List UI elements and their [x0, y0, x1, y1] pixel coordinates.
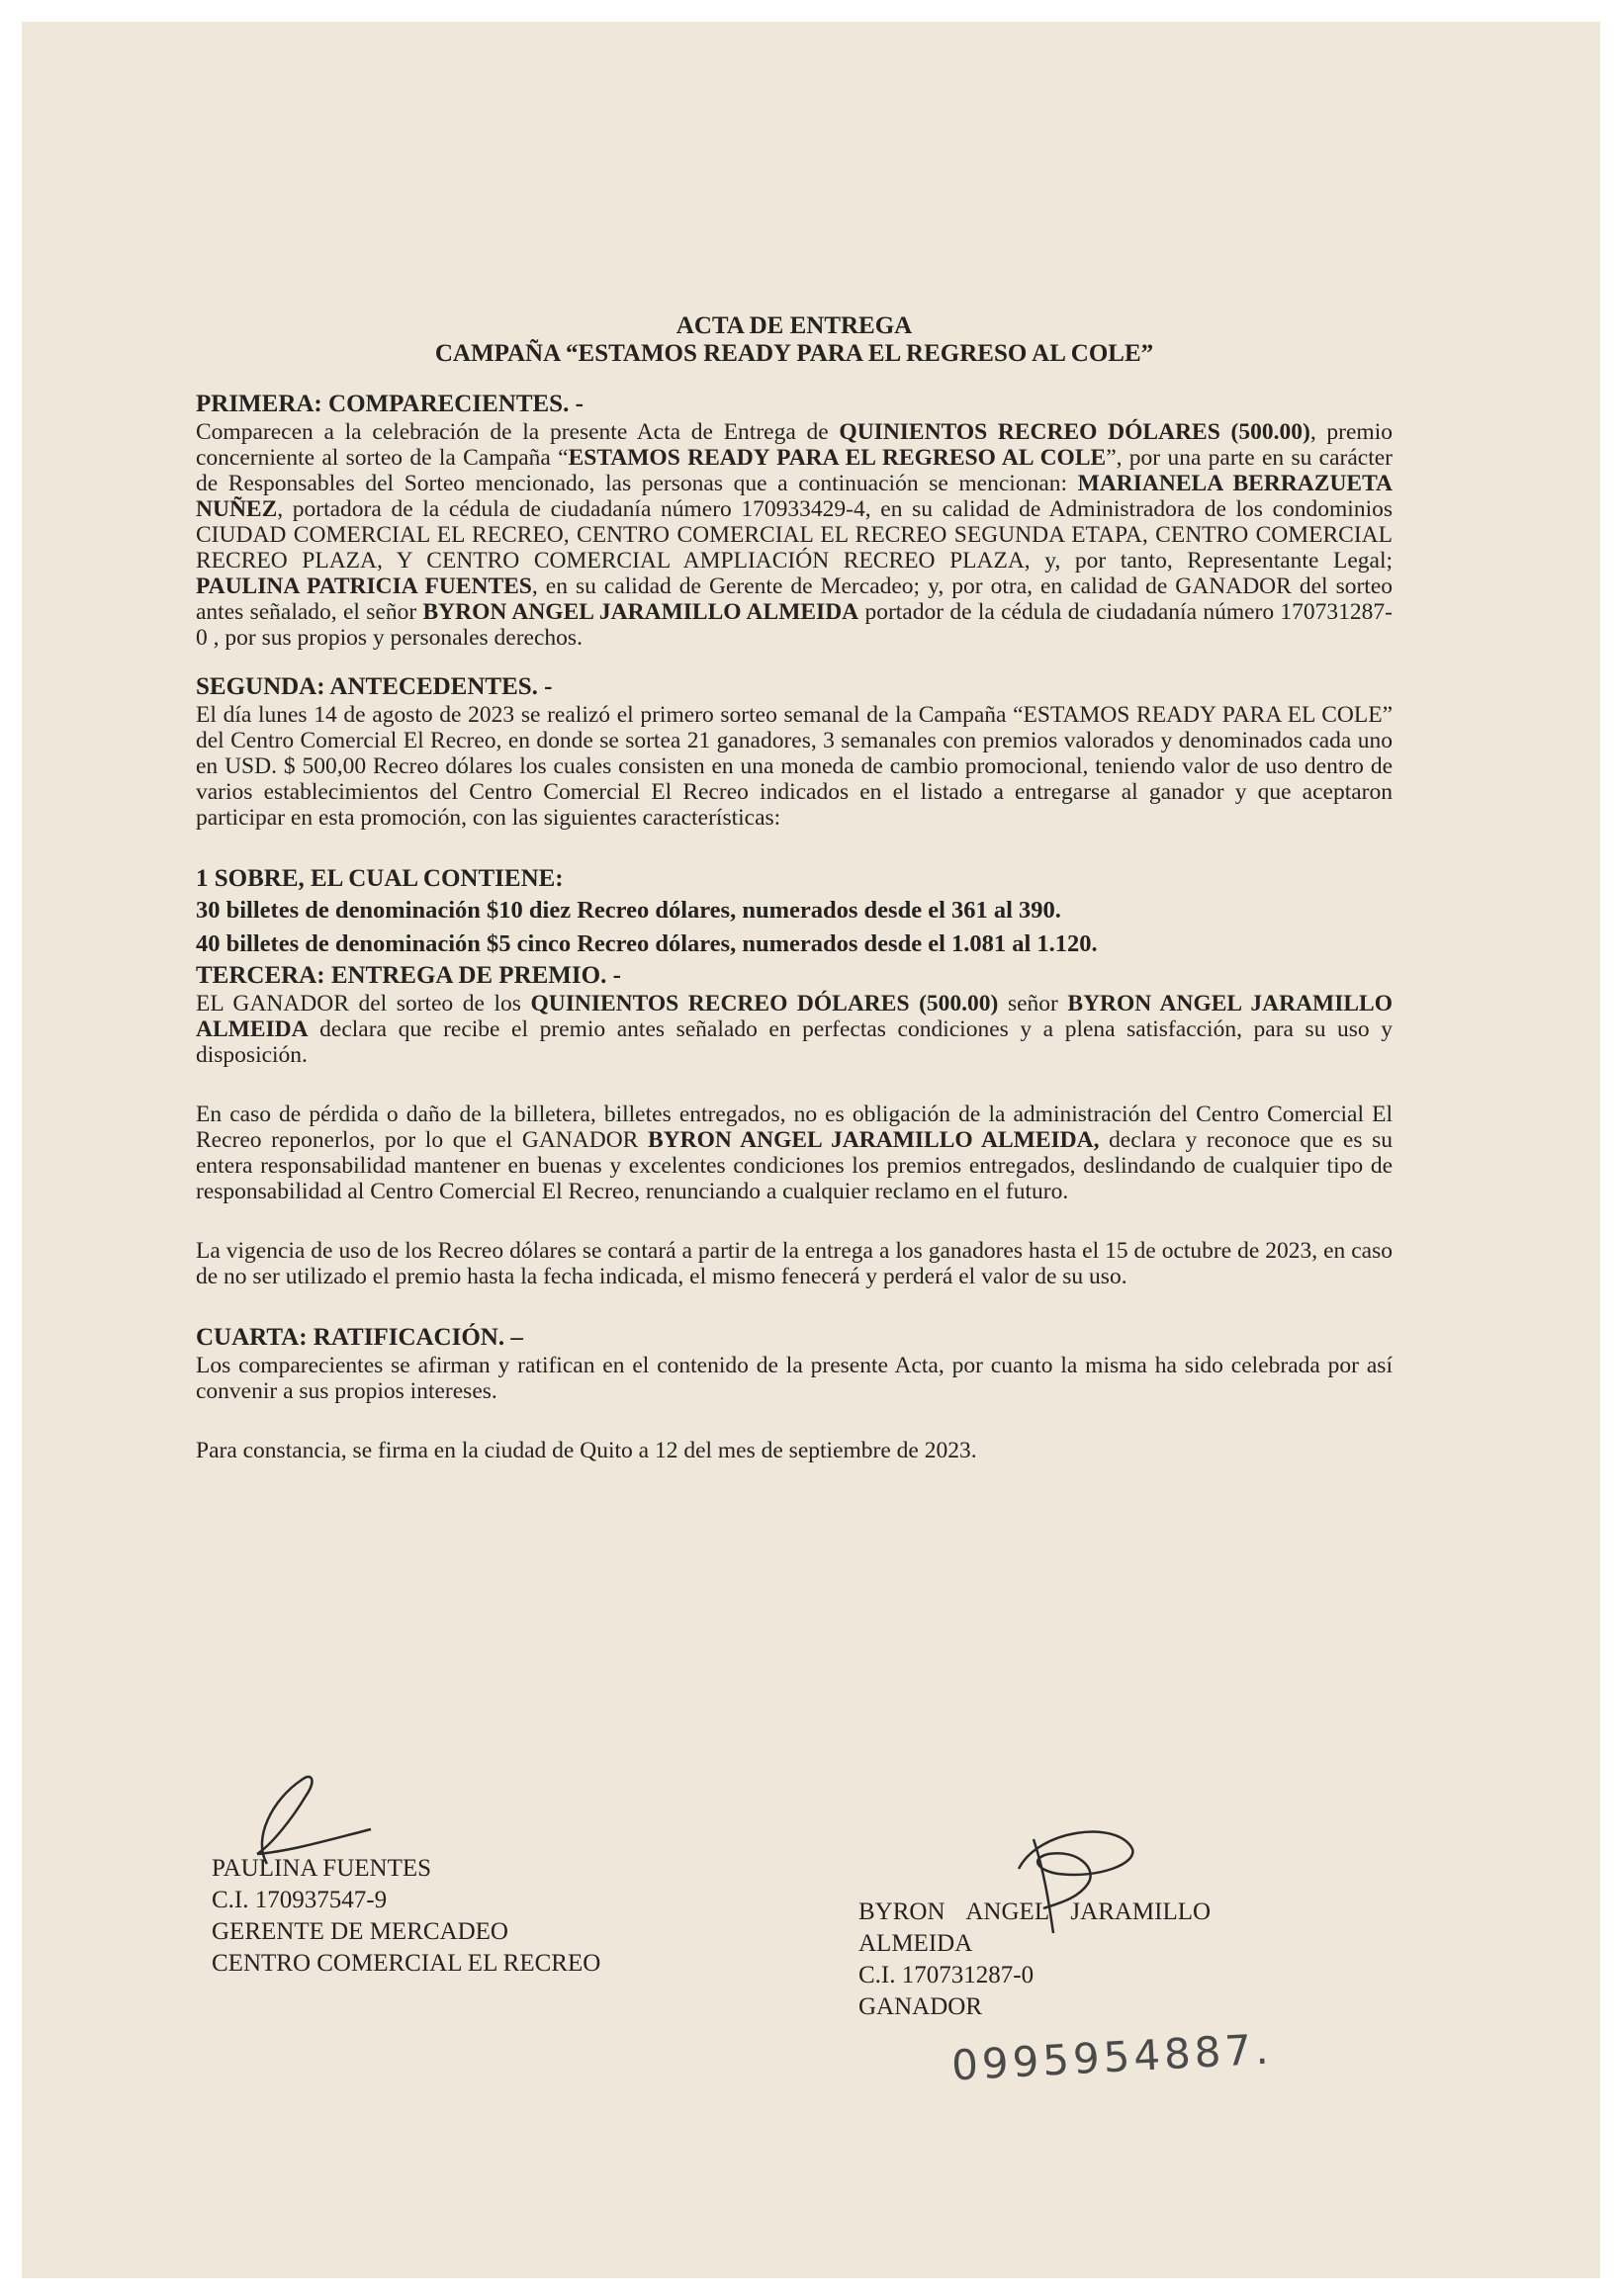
- section-tercera: [196, 961, 1393, 1289]
- heading-sobre: 1 SOBRE, EL CUAL CONTIENE:: [196, 865, 564, 892]
- paragraph-cuarta: Los comparecientes se afirman y ratifican en el contenido de la presente Acta, por cuanto la misma ha sido celebrada por así convenir a sus propios intereses.: [196, 1353, 1393, 1404]
- paragraph-tercera-1: EL GANADOR del sorteo de los QUINIENTOS RECREO DÓLARES (500.00) señor BYRON ANGEL JARAMILLO ALMEIDA declara que recibe el premio antes señalado en perfectas condiciones y a plena satisfacción, para su uso y disposición.: [196, 991, 1393, 1068]
- paragraph-segunda: El día lunes 14 de agosto de 2023 se realizó el primero sorteo semanal de la Campaña “ESTAMOS READY PARA EL COLE” del Centro Comercial El Recreo, en donde se sortea 21 ganadores, 3 semanales con premios valorados y denominados cada uno en USD. $ 500,00 Recreo dólares los cuales consisten en una moneda de cambio promocional, teniendo valor de uso dentro de varios establecimientos del Centro Comercial El Recreo indicados en el listado a entregarse al ganador y que aceptaron participar en esta promoción, con las siguientes características:: [196, 702, 1393, 831]
- section-primera: [196, 390, 1393, 651]
- heading-cuarta: CUARTA: RATIFICACIÓN. –: [196, 1324, 523, 1351]
- title-line-2: CAMPAÑA “ESTAMOS READY PARA EL REGRESO AL COLE”: [434, 340, 1154, 367]
- signer-right-name-1: BYRON ANGEL JARAMILLO: [858, 1899, 1212, 1925]
- section-segunda: [196, 672, 1393, 831]
- heading-primera: PRIMERA: COMPARECIENTES. -: [196, 391, 584, 417]
- signer-right-role: GANADOR: [858, 1993, 982, 2020]
- signer-right-ci: C.I. 170731287-0: [858, 1962, 1035, 1988]
- handwritten-phone-number: 0995954887.: [949, 2024, 1274, 2090]
- billetes-line-2: 40 billetes de denominación $5 cinco Recreo dólares, numerados desde el 1.081 al 1.120.: [196, 930, 1098, 957]
- title-line-1: ACTA DE ENTREGA: [675, 312, 913, 339]
- paragraph-tercera-3: La vigencia de uso de los Recreo dólares se contará a partir de la entrega a los ganadores hasta el 15 de octubre de 2023, en caso de no ser utilizado el premio hasta la fecha indicada, el mismo fenecerá y perderá el valor de su uso.: [196, 1238, 1393, 1289]
- heading-segunda: SEGUNDA: ANTECEDENTES. -: [196, 673, 553, 700]
- signer-left-ci: C.I. 170937547-9: [212, 1887, 388, 1913]
- paragraph-primera: Comparecen a la celebración de la presente Acta de Entrega de QUINIENTOS RECREO DÓLARES (500.00), premio concerniente al sorteo de la Campaña “ESTAMOS READY PARA EL REGRESO AL COLE”, por una parte en su carácter de Responsables del Sorteo mencionado, las personas que a continuación se mencionan: MARIANELA BERRAZUETA NUÑEZ, portadora de la cédula de ciudadanía número 170933429-4, en su calidad de Administradora de los condominios CIUDAD COMERCIAL EL RECREO, CENTRO COMERCIAL EL RECREO SEGUNDA ETAPA, CENTRO COMERCIAL RECREO PLAZA, Y CENTRO COMERCIAL AMPLIACIÓN RECREO PLAZA, y, por tanto, Representante Legal; PAULINA PATRICIA FUENTES, en su calidad de Gerente de Mercadeo; y, por otra, en calidad de GANADOR del sorteo antes señalado, el señor BYRON ANGEL JARAMILLO ALMEIDA portador de la cédula de ciudadanía número 170731287-0 , por sus propios y personales derechos.: [196, 419, 1394, 651]
- signer-right-name-2: ALMEIDA: [858, 1930, 973, 1957]
- document-body: [196, 312, 1393, 1463]
- constancia-line: Para constancia, se firma en la ciudad de Quito a 12 del mes de septiembre de 2023.: [196, 1438, 977, 1463]
- signature-block-right: [858, 1897, 1211, 2023]
- billetes-line-1: 30 billetes de denominación $10 diez Recreo dólares, numerados desde el 361 al 390.: [196, 897, 1061, 924]
- paragraph-tercera-2: En caso de pérdida o daño de la billetera, billetes entregados, no es obligación de la administración del Centro Comercial El Recreo reponerlos, por lo que el GANADOR BYRON ANGEL JARAMILLO ALMEIDA, declara y reconoce que es su entera responsabilidad mantener en buenas y excelentes condiciones los premios entregados, deslindando de cualquier tipo de responsabilidad al Centro Comercial El Recreo, renunciando a cualquier reclamo en el futuro.: [196, 1102, 1393, 1204]
- section-cuarta: [196, 1323, 1393, 1404]
- signature-block-left: [212, 1853, 600, 1980]
- signer-left-org: CENTRO COMERCIAL EL RECREO: [212, 1950, 601, 1977]
- section-sobre: [196, 864, 1393, 961]
- signer-left-name: PAULINA FUENTES: [212, 1855, 432, 1882]
- document-title: [196, 312, 1393, 368]
- heading-tercera: TERCERA: ENTREGA DE PREMIO. -: [196, 962, 621, 989]
- signer-left-role: GERENTE DE MERCADEO: [212, 1918, 508, 1945]
